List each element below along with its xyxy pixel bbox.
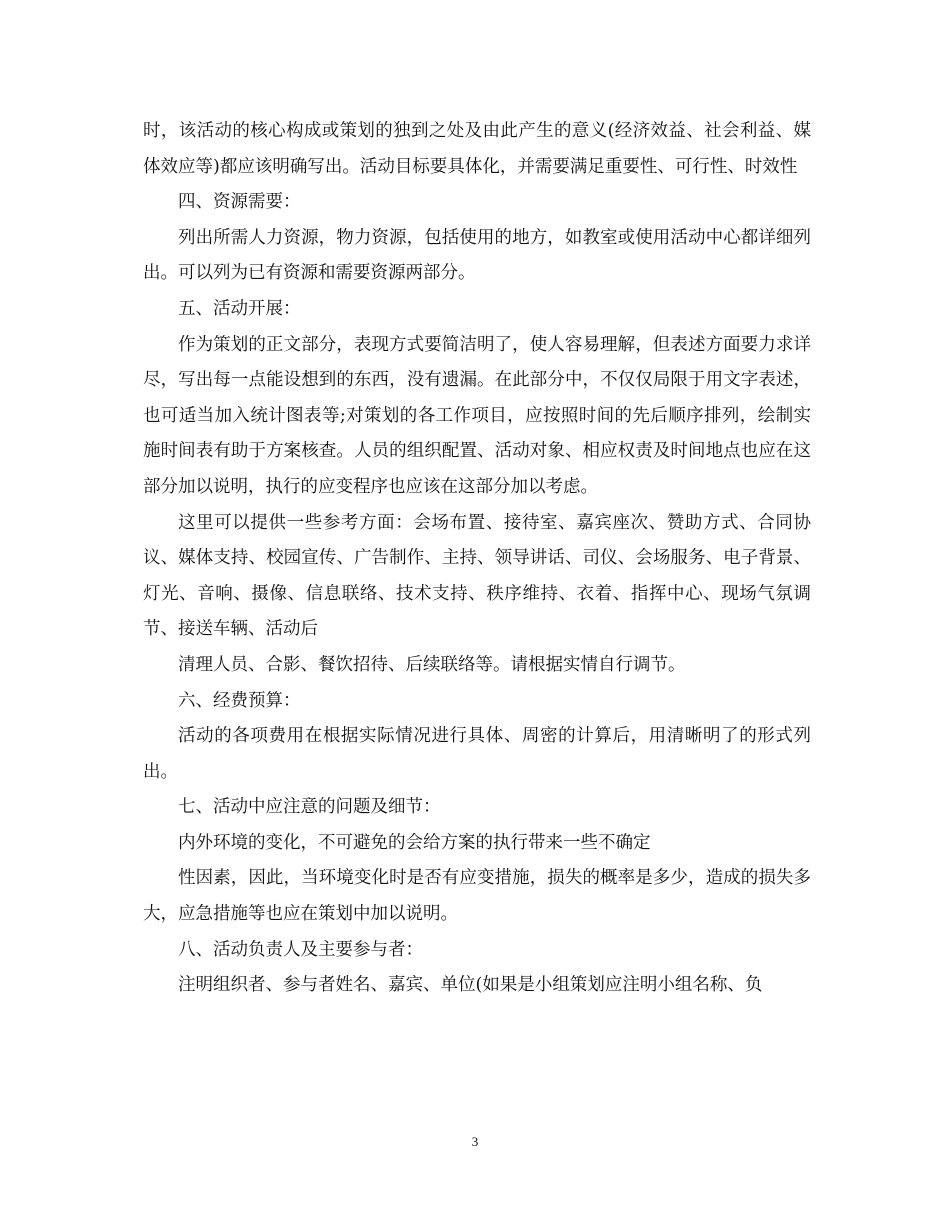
paragraph: 七、活动中应注意的问题及细节： (178, 797, 441, 818)
page-number: 3 (471, 1134, 479, 1149)
paragraph: 时，该活动的核心构成或策划的独到之处及由此产生的意义(经济效益、社会利益、媒体效应等)都应该明确写出。活动目标要具体化，并需要满足重要性、可行性、时效性 (143, 121, 811, 177)
paragraph: 作为策划的正文部分，表现方式要简洁明了，使人容易理解，但表述方面要力求详尽，写出每一点能设想到的东西，没有遗漏。在此部分中，不仅仅局限于用文字表述，也可适当加入统计图表等;对策划的各工作项目，应按照时间的先后顺序排列，绘制实施时间表有助于方案核查。人员的组织配置、活动对象、相应权责及时间地点也应在这部分加以说明，执行的应变程序也应该在这部分加以考虑。 (143, 334, 811, 497)
paragraph: 性因素，因此，当环境变化时是否有应变措施，损失的概率是多少，造成的损失多大，应急措施等也应在策划中加以说明。 (143, 868, 811, 925)
paragraph: 八、活动负责人及主要参与者： (178, 939, 423, 960)
paragraph: 清理人员、合影、餐饮招待、后续联络等。请根据实情自行调节。 (178, 654, 686, 675)
paragraph: 四、资源需要： (178, 192, 301, 213)
paragraph: 内外环境的变化，不可避免的会给方案的执行带来一些不确定 (178, 832, 651, 853)
paragraph: 列出所需人力资源，物力资源，包括使用的地方，如教室或使用活动中心都详细列出。可以列为已有资源和需要资源两部分。 (143, 227, 811, 284)
paragraph: 五、活动开展： (178, 298, 301, 319)
paragraph: 活动的各项费用在根据实际情况进行具体、周密的计算后，用清晰明了的形式列出。 (143, 726, 811, 782)
paragraph: 六、经费预算： (178, 690, 301, 711)
document-body (143, 114, 811, 1004)
paragraph: 注明组织者、参与者姓名、嘉宾、单位(如果是小组策划应注明小组名称、负 (178, 975, 763, 996)
paragraph: 这里可以提供一些参考方面：会场布置、接待室、嘉宾座次、赞助方式、合同协议、媒体支持、校园宣传、广告制作、主持、领导讲话、司仪、会场服务、电子背景、灯光、音响、摄像、信息联络、技术支持、秩序维持、衣着、指挥中心、现场气氛调节、接送车辆、活动后 (143, 512, 811, 640)
